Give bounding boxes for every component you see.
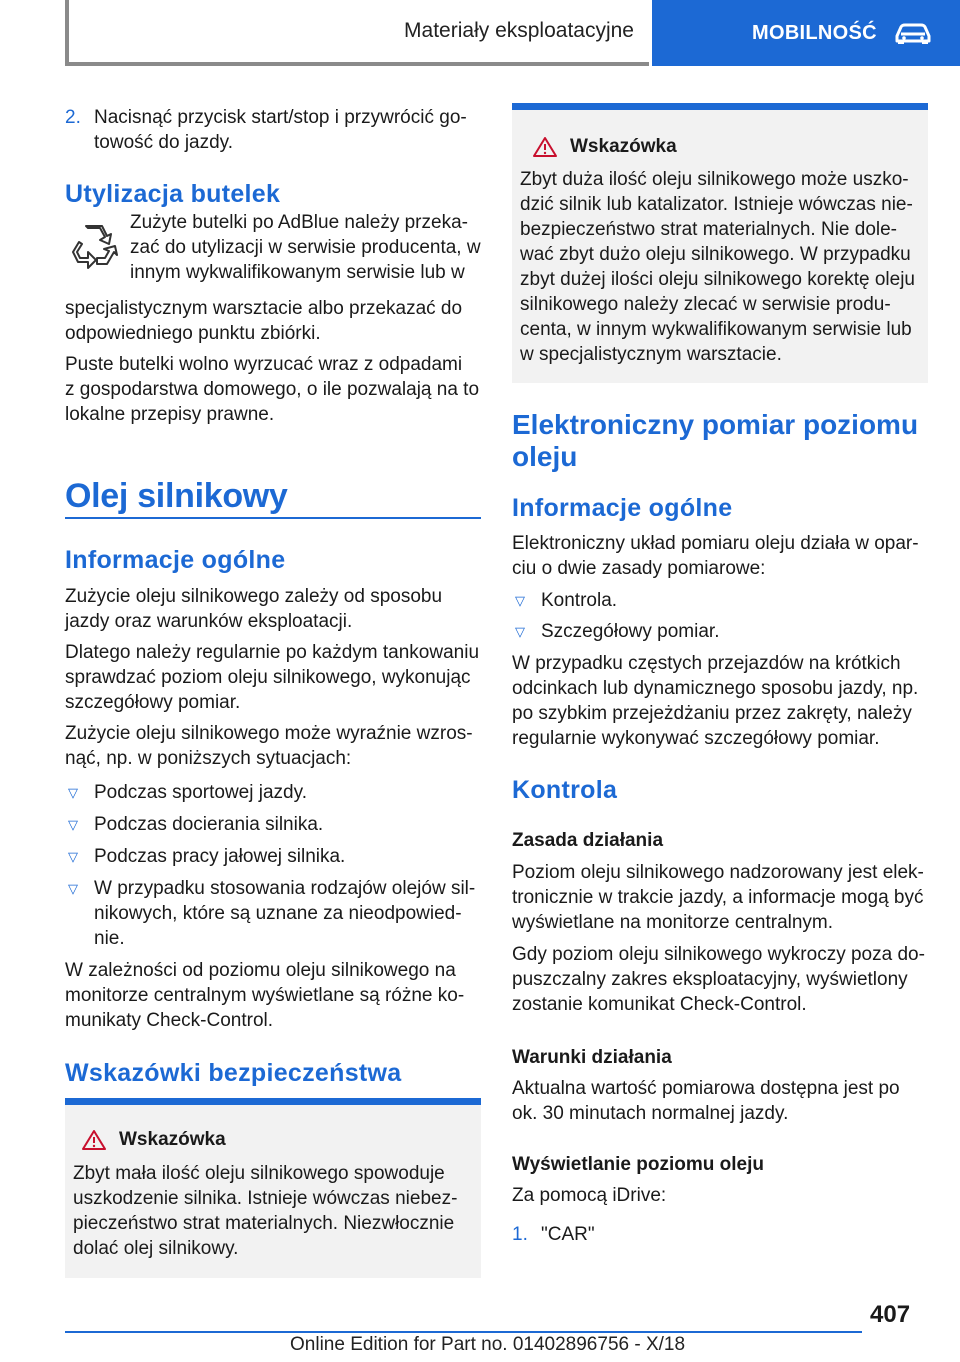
footer-rule <box>65 1331 862 1333</box>
text-line: innym wykwalifikowanym serwisie lub w <box>130 262 465 283</box>
triangle-bullet-icon: ▽ <box>68 881 78 896</box>
control-heading: Kontrola <box>512 776 618 804</box>
mobility-tab[interactable] <box>652 0 960 66</box>
text-line: nikowych, które są uznane za nieodpowied- <box>94 903 462 924</box>
electronic-measurement-heading <box>512 409 928 473</box>
text-line: Poziom oleju silnikowego nadzorowany jest elek- <box>512 862 924 883</box>
header-bottom-border <box>65 62 649 66</box>
step-text-line: towość do jazdy. <box>94 132 234 153</box>
text-line: Zbyt mała ilość oleju silnikowego spowoduje <box>73 1163 445 1184</box>
heading-line: oleju <box>512 441 578 472</box>
section-title: Materiały eksploatacyjne <box>404 19 634 42</box>
text-line: odcinkach lub dynamicznego sposobu jazdy, np. <box>512 678 919 699</box>
text-line: dzić silnik lub katalizator. Istnieje wówczas nie- <box>520 194 913 215</box>
text-line: specjalistycznym warsztacie albo przekazać do <box>65 298 463 319</box>
text-line: po szybkim przejeżdżaniu przez zakręty, należy <box>512 703 912 724</box>
text-line: W przypadku stosowania rodzajów olejów sil- <box>94 878 476 899</box>
general-info-heading: Informacje ogólne <box>512 494 733 522</box>
note-title: Wskazówka <box>570 136 677 157</box>
electronic-paragraph-1 <box>512 531 928 581</box>
conditions-paragraph <box>512 1076 928 1126</box>
triangle-bullet-icon: ▽ <box>515 624 525 639</box>
step-text-line: Nacisnąć przycisk start/stop i przywrócić go- <box>94 107 467 128</box>
text-line: pieczeństwo strat materialnych. Niezwłocznie <box>73 1213 455 1234</box>
empty-bottles-paragraph <box>65 352 481 427</box>
triangle-bullet-icon: ▽ <box>68 817 78 832</box>
list-item <box>65 812 481 837</box>
text-line: Aktualna wartość pomiarowa dostępna jest po <box>512 1078 900 1099</box>
principle-heading: Zasada działania <box>512 830 664 851</box>
list-item <box>512 619 928 644</box>
text-line: dolać olej silnikowy. <box>73 1238 239 1259</box>
car-icon <box>893 21 933 45</box>
triangle-bullet-icon: ▽ <box>68 849 78 864</box>
text-line: z gospodarstwa domowego, o ile pozwalają na to <box>65 379 480 400</box>
text-line: W przypadku częstych przejazdów na krótkich <box>512 653 901 674</box>
mobility-tab-label: MOBILNOŚĆ <box>752 21 877 44</box>
text-line: ciu o dwie zasady pomiarowe: <box>512 558 766 579</box>
text-line: sprawdzać poziom oleju silnikowego, wykonując <box>65 667 471 688</box>
general-info-heading: Informacje ogólne <box>65 546 286 574</box>
text-line: munikaty Check-Control. <box>65 1010 274 1031</box>
list-item-text: Podczas pracy jałowej silnika. <box>94 846 346 867</box>
text-line: jazdy oraz warunków eksploatacji. <box>65 611 353 632</box>
principle-paragraph-2 <box>512 942 928 1017</box>
warning-note-box <box>512 103 928 383</box>
text-line: tronicznie w trakcie jazdy, a informacje mogą być <box>512 887 924 908</box>
text-line: bezpieczeństwo strat materialnych. Nie dole- <box>520 219 898 240</box>
recycle-paragraph-top <box>130 210 481 285</box>
general-paragraph-4 <box>65 958 481 1033</box>
triangle-bullet-icon: ▽ <box>515 593 525 608</box>
text-line: w specjalistycznym warsztacie. <box>520 344 782 365</box>
display-paragraph: Za pomocą iDrive: <box>512 1185 667 1206</box>
principle-paragraph-1 <box>512 860 928 935</box>
header-left-border <box>65 0 69 66</box>
electronic-paragraph-2 <box>512 651 928 751</box>
text-line: Dlatego należy regularnie po każdym tankowaniu <box>65 642 480 663</box>
text-line: zostanie komunikat Check-Control. <box>512 994 807 1015</box>
general-paragraph-3 <box>65 721 481 771</box>
text-line: wać zbyt dużo oleju silnikowego. W przypadku <box>520 244 911 265</box>
text-line: Zużycie oleju silnikowego może wyraźnie wzros- <box>65 723 473 744</box>
text-line: nie. <box>94 928 125 949</box>
text-line: W zależności od poziomu oleju silnikowego na <box>65 960 456 981</box>
text-line: szczegółowy pomiar. <box>65 692 241 713</box>
text-line: ok. 30 minutach normalnej jazdy. <box>512 1103 789 1124</box>
warning-icon <box>532 136 558 158</box>
display-heading: Wyświetlanie poziomu oleju <box>512 1154 764 1175</box>
step-number: 2. <box>65 107 81 128</box>
triangle-bullet-icon: ▽ <box>68 785 78 800</box>
text-line: odpowiedniego punktu zbiórki. <box>65 323 321 344</box>
list-item <box>65 844 481 869</box>
safety-heading: Wskazówki bezpieczeństwa <box>65 1059 402 1087</box>
general-paragraph-2 <box>65 640 481 715</box>
text-line: regularnie wykonywać szczegółowy pomiar. <box>512 728 880 749</box>
text-line: Gdy poziom oleju silnikowego wykroczy poza do- <box>512 944 925 965</box>
text-line: Elektroniczny układ pomiaru oleju działa w opar- <box>512 533 919 554</box>
list-item <box>65 876 481 951</box>
text-line: nąć, np. w poniższych sytuacjach: <box>65 748 352 769</box>
text-line: puszczalny zakres eksploatacyjny, wyświetlony <box>512 969 908 990</box>
text-line: uszkodzenie silnika. Istnieje wówczas niebez- <box>73 1188 458 1209</box>
step-1 <box>512 1222 928 1247</box>
text-line: Zużyte butelki po AdBlue należy przeka- <box>130 212 468 233</box>
list-item-text: Podczas sportowej jazdy. <box>94 782 307 803</box>
warning-icon <box>81 1129 107 1151</box>
footer-edition: Online Edition for Part no. 01402896756 - X/18 <box>290 1334 686 1355</box>
main-heading: Olej silnikowy <box>65 477 288 515</box>
text-line: Zużycie oleju silnikowego zależy od sposobu <box>65 586 443 607</box>
general-paragraph-1 <box>65 584 481 634</box>
heading-line: Elektroniczny pomiar poziomu <box>512 409 919 440</box>
conditions-heading: Warunki działania <box>512 1047 672 1068</box>
text-line: silnikowego należy zlecać w serwisie produ- <box>520 294 891 315</box>
text-line: wyświetlane na monitorze centralnym. <box>512 912 834 933</box>
text-line: zbyt dużej ilości oleju silnikowego korektę oleju <box>520 269 915 290</box>
list-item <box>65 780 481 805</box>
list-item-text: Kontrola. <box>541 590 618 611</box>
warning-note-box <box>65 1098 481 1278</box>
list-item <box>512 588 928 613</box>
step-text: "CAR" <box>541 1224 595 1245</box>
recycle-heading: Utylizacja butelek <box>65 180 281 208</box>
note-title: Wskazówka <box>119 1129 226 1150</box>
step-number: 1. <box>512 1224 528 1245</box>
text-line: Zbyt duża ilość oleju silnikowego może uszko- <box>520 169 909 190</box>
recycle-icon <box>69 222 119 276</box>
text-line: lokalne przepisy prawne. <box>65 404 275 425</box>
text-line: centa, w innym wykwalifikowanym serwisie lub <box>520 319 912 340</box>
heading-rule <box>65 517 481 519</box>
step-2 <box>65 105 481 155</box>
list-item-text: Podczas docierania silnika. <box>94 814 324 835</box>
text-line: Puste butelki wolno wyrzucać wraz z odpadami <box>65 354 463 375</box>
page-number: 407 <box>870 1301 911 1328</box>
text-line: zać do utylizacji w serwisie producenta, w <box>130 237 481 258</box>
text-line: monitorze centralnym wyświetlane są różne ko- <box>65 985 465 1006</box>
recycle-paragraph-bottom <box>65 296 481 346</box>
list-item-text: Szczegółowy pomiar. <box>541 621 720 642</box>
